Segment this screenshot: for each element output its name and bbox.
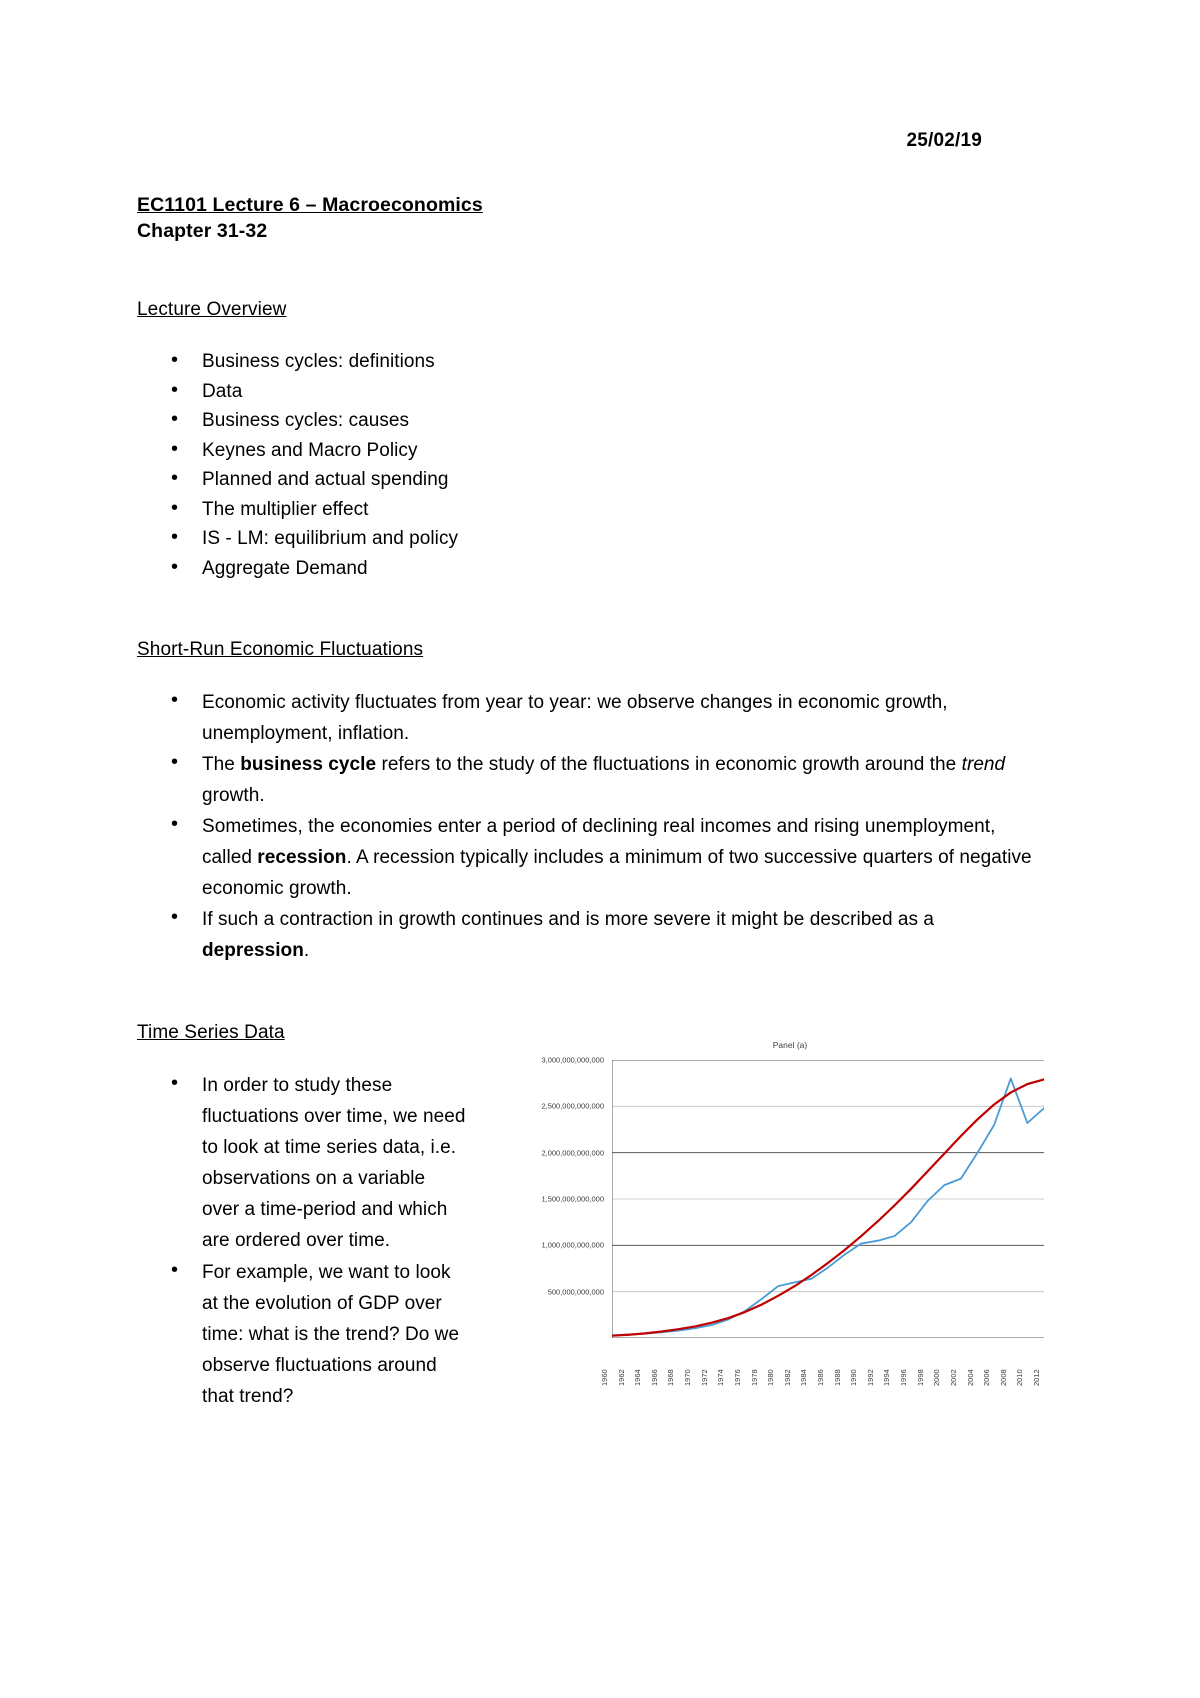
heading-time-series-data: Time Series Data [137, 1022, 285, 1043]
chart-series-line [612, 1079, 1044, 1335]
chart-svg [612, 1060, 1044, 1338]
list-item [137, 749, 1037, 811]
list-item: • For example, we want to look at the evolution of GDP over time: what is the trend? Do we observe fluctuations around that trend? [137, 1257, 467, 1412]
text-run: The [202, 754, 241, 775]
heading-short-run-economic-fluctuations: Short-Run Economic Fluctuations [137, 639, 424, 660]
chart-x-tick-label: 1970 [683, 1369, 693, 1386]
chart-x-tick-label: 2002 [948, 1369, 958, 1386]
text-run: . [303, 940, 310, 961]
chart-x-tick-label: 1962 [616, 1369, 626, 1386]
chart-x-axis-labels [600, 1340, 1044, 1386]
chart-x-tick-label: 1968 [666, 1369, 676, 1386]
list-item: • Planned and actual spending [137, 465, 1037, 495]
chart-y-tick-label: 2,500,000,000,000 [541, 1101, 604, 1111]
text-run: Economic activity fluctuates from year to year: we observe changes in economic growth, unemployment, inflation. [202, 692, 948, 744]
text-run: refers to the study of the fluctuations in economic growth around the [376, 754, 962, 775]
chart-plot-area [612, 1060, 1044, 1338]
chart-x-tick-label: 1986 [816, 1369, 825, 1386]
text-run: recession [257, 847, 347, 868]
chart-x-tick-label: 1988 [832, 1369, 842, 1386]
document-date: 25/02/19 [906, 130, 982, 151]
chart-x-tick-label: 1966 [649, 1369, 659, 1386]
chart-x-tick-label: 2006 [982, 1369, 992, 1386]
list-item [137, 811, 1037, 904]
text-run: growth. [202, 785, 265, 806]
text-run: business cycle [240, 754, 377, 775]
chart-x-tick-label: 1964 [633, 1369, 643, 1386]
chart-x-tick-label: 1990 [849, 1369, 859, 1386]
chart-x-tick-label: 1984 [799, 1369, 809, 1386]
chart-x-tick-label: 1992 [865, 1369, 875, 1386]
chart-x-tick-label: 1982 [782, 1369, 792, 1386]
chart-x-tick-label: 2012 [1032, 1369, 1041, 1386]
list-item [137, 904, 1037, 966]
fluctuations-list [137, 687, 1037, 966]
chart-x-tick-label: 1978 [749, 1369, 759, 1386]
chart-x-tick-label: 2004 [965, 1369, 975, 1386]
chart-y-tick-label: 1,500,000,000,000 [541, 1194, 604, 1204]
text-run: If such a contraction in growth continues and is more severe it might be described as a [202, 909, 935, 930]
list-item: • Aggregate Demand [137, 554, 1037, 584]
list-item: • IS - LM: equilibrium and policy [137, 524, 1037, 554]
chart-x-tick-label: 1976 [732, 1369, 742, 1386]
heading-lecture-overview: Lecture Overview [137, 299, 287, 320]
chart-y-tick-label: 1,000,000,000,000 [541, 1240, 604, 1250]
text-run: depression [202, 940, 304, 961]
chart-y-tick-label: 2,000,000,000,000 [541, 1148, 604, 1158]
chart-x-tick-label: 1972 [699, 1369, 709, 1386]
chart-x-tick-label: 1996 [899, 1369, 909, 1386]
text-run: trend [961, 754, 1006, 775]
list-item: • The multiplier effect [137, 495, 1037, 525]
chart-x-tick-label: 2010 [1015, 1369, 1025, 1386]
list-item: • Business cycles: causes [137, 406, 1037, 436]
chart-y-axis-labels [520, 1055, 608, 1338]
text-run: . A recession typically includes a minimum of two successive quarters of negative economic growth. [202, 847, 1032, 899]
gdp-time-series-chart [520, 1032, 1060, 1386]
chart-x-tick-label: 1980 [766, 1369, 776, 1386]
chart-x-tick-label: 1994 [882, 1369, 892, 1386]
list-item [137, 687, 1037, 749]
chart-x-tick-label: 1960 [600, 1369, 609, 1386]
document-title: EC1101 Lecture 6 – Macroeconomics [137, 194, 483, 216]
document-subtitle: Chapter 31-32 [137, 220, 268, 242]
chart-x-tick-label: 2000 [932, 1369, 942, 1386]
list-item: • Data [137, 377, 1037, 407]
chart-x-tick-label: 1974 [716, 1369, 726, 1386]
chart-y-tick-label: 3,000,000,000,000 [541, 1055, 604, 1065]
time-series-list [137, 1070, 467, 1412]
chart-y-tick-label: 500,000,000,000 [547, 1287, 604, 1297]
list-item: • In order to study these fluctuations over time, we need to look at time series data, i.e. observations on a variable over a time-period and which are ordered over time. [137, 1070, 467, 1256]
text-run: Sometimes, the economies enter a period of declining real incomes and rising unemployment, called [202, 816, 996, 868]
lecture-overview-list [137, 347, 1037, 583]
list-item: • Business cycles: definitions [137, 347, 1037, 377]
list-item: • Keynes and Macro Policy [137, 436, 1037, 466]
chart-title: Panel (a) [772, 1040, 808, 1050]
chart-x-tick-label: 2008 [998, 1369, 1008, 1386]
chart-x-tick-label: 1998 [915, 1369, 925, 1386]
